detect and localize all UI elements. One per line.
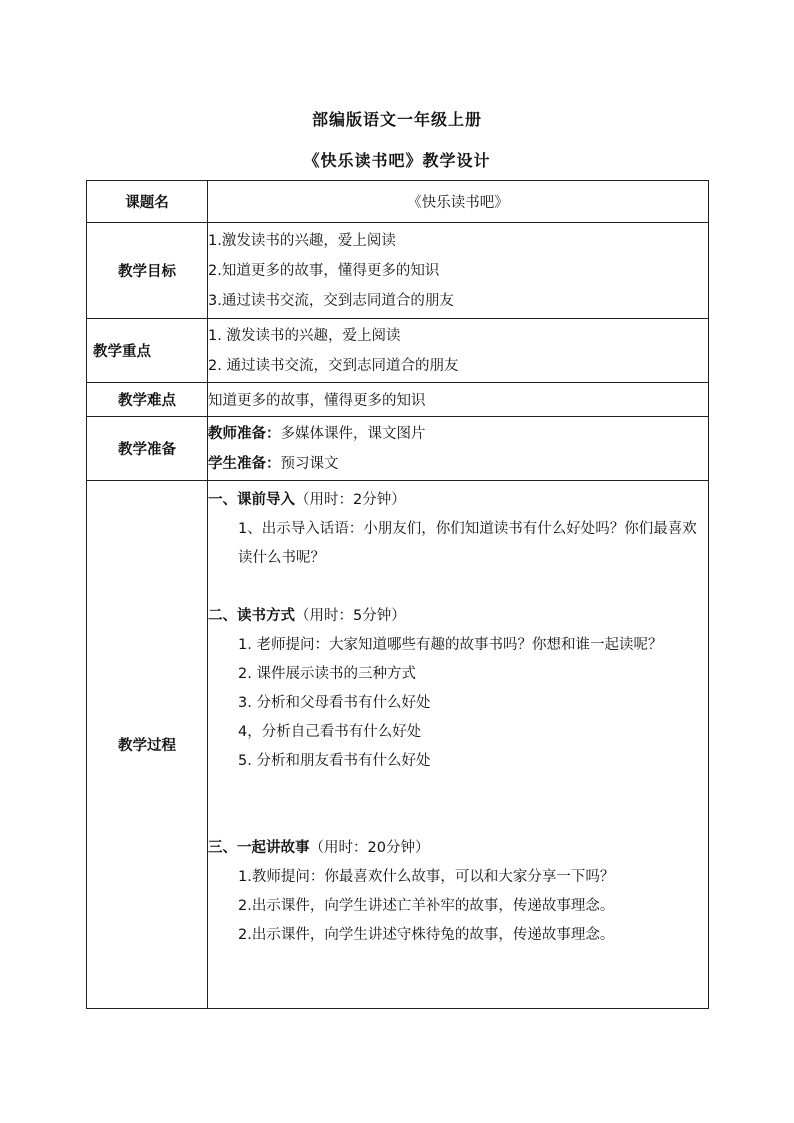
- lesson-plan-table: [86, 180, 709, 1009]
- key-point-item: 1. 激发读书的兴趣，爱上阅读: [208, 327, 401, 344]
- process-item: 2. 课件展示读书的三种方式: [238, 666, 416, 682]
- section-heading-time: （用时：20分钟）: [309, 840, 430, 856]
- key-points-cell: [208, 319, 709, 383]
- process-cell: [208, 481, 709, 1009]
- student-preparation: [208, 449, 708, 479]
- difficulty-label: 教学难点: [87, 383, 208, 417]
- process-item: 1、出示导入话语：小朋友们，你们知道读书有什么好处吗？你们最喜欢读什么书呢？: [238, 521, 697, 566]
- process-item: 4，分析自己看书有什么好处: [238, 724, 422, 740]
- spacer: [208, 573, 708, 602]
- process-item: 1.教师提问：你最喜欢什么故事，可以和大家分享一下吗？: [238, 869, 615, 885]
- document-title: 部编版语文一年级上册: [311, 110, 482, 129]
- process-item: 2.出示课件，向学生讲述守株待兔的故事，传递故事理念。: [238, 927, 615, 943]
- table-row-key-points: [87, 319, 709, 383]
- preparation-cell: [208, 417, 709, 481]
- topic-value: 《快乐读书吧》: [208, 181, 709, 223]
- table-row-objectives: [87, 223, 709, 319]
- key-point-item: 2. 通过读书交流，交到志同道合的朋友: [208, 357, 459, 374]
- teacher-preparation: [208, 419, 708, 449]
- table-row-preparation: [87, 417, 709, 481]
- teacher-preparation-label: 教师准备：: [208, 425, 281, 442]
- spacer: [208, 776, 708, 834]
- student-preparation-value: 预习课文: [280, 455, 339, 472]
- teacher-preparation-value: 多媒体课件，课文图片: [280, 425, 426, 442]
- section-heading-title: 三、一起讲故事: [208, 840, 310, 856]
- section-heading: [208, 486, 708, 515]
- process-item: 1. 老师提问：大家知道哪些有趣的故事书吗？你想和谁一起读呢？: [238, 637, 663, 653]
- difficulty-value: 知道更多的故事，懂得更多的知识: [208, 383, 709, 417]
- objective-item: 3.通过读书交流，交到志同道合的朋友: [208, 292, 454, 309]
- objective-item: 2.知道更多的故事，懂得更多的知识: [208, 262, 440, 279]
- key-points-label: 教学重点: [87, 319, 208, 383]
- topic-label: 课题名: [87, 181, 208, 223]
- document-subtitle: 《快乐读书吧》教学设计: [303, 151, 491, 170]
- section-heading-title: 二、读书方式: [208, 608, 295, 624]
- table-row-process: [87, 481, 709, 1009]
- process-item: 2.出示课件，向学生讲述亡羊补牢的故事，传递故事理念。: [238, 898, 615, 914]
- process-label: 教学过程: [87, 481, 208, 1009]
- process-item: 3. 分析和父母看书有什么好处: [238, 695, 431, 711]
- objective-item: 1.激发读书的兴趣，爱上阅读: [208, 232, 396, 249]
- table-row-topic: [87, 181, 709, 223]
- objectives-label: 教学目标: [87, 223, 208, 319]
- section-heading: [208, 602, 708, 631]
- student-preparation-label: 学生准备：: [208, 455, 281, 472]
- section-heading-time: （用时：5分钟）: [295, 608, 406, 624]
- table-row-difficulty: [87, 383, 709, 417]
- section-heading: [208, 834, 708, 863]
- process-item: 5. 分析和朋友看书有什么好处: [238, 753, 431, 769]
- section-heading-time: （用时：2分钟）: [295, 492, 406, 508]
- preparation-label: 教学准备: [87, 417, 208, 481]
- section-heading-title: 一、课前导入: [208, 492, 295, 508]
- objectives-cell: [208, 223, 709, 319]
